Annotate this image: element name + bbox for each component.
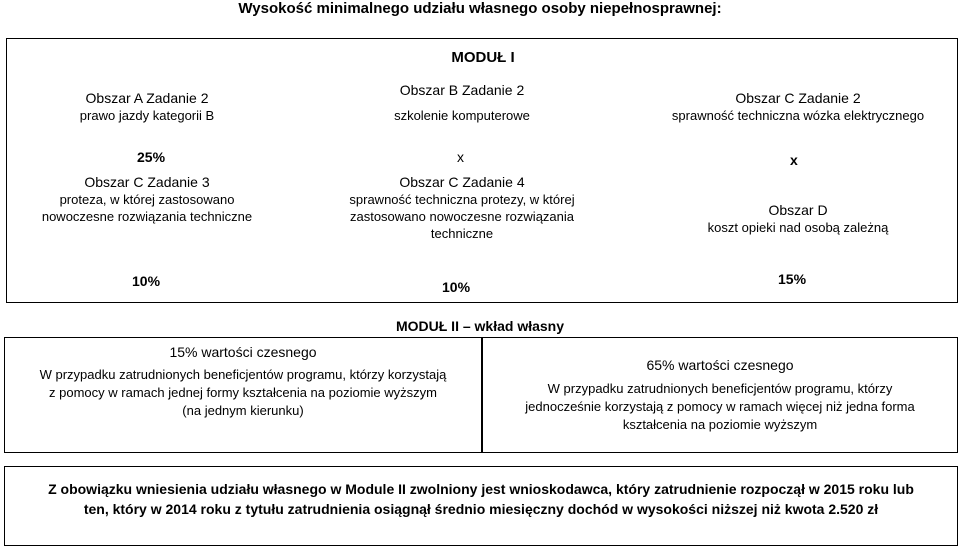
text-line: (na jednym kierunku) [182, 403, 304, 418]
cell-obszar-c-zad3 [7, 173, 287, 225]
module2-right-text [483, 380, 957, 434]
module2-left-text [5, 366, 481, 420]
cell-obszar-b-zad2 [297, 81, 627, 124]
text-line: W przypadku zatrudnionych beneficjentów programu, którzy korzystają [39, 367, 447, 382]
cell-subtitle: sprawność techniczna wózka elektrycznego [671, 108, 925, 123]
cell-title: Obszar D [768, 202, 828, 218]
cell-title: Obszar C Zadanie 3 [84, 174, 210, 190]
module2-left-pct: 15% wartości czesnego [169, 344, 317, 360]
cell-title: Obszar B Zadanie 2 [399, 82, 525, 98]
cell-subtitle: techniczne [430, 226, 494, 241]
text-line: jednocześnie korzystają z pomocy w ramach więcej niż jedna forma [525, 399, 915, 414]
cell-obszar-a-zad2 [7, 89, 287, 124]
text-line: kształcenia na poziomie wyższym [622, 417, 818, 432]
value-obszar-b: x [457, 149, 464, 165]
cell-subtitle: proteza, w której zastosowano [59, 192, 235, 207]
value-obszar-c-zad3: 10% [132, 273, 161, 289]
note-line-2: ten, który w 2014 roku z tytułu zatrudnienia osiągnął średnio miesięczny dochód w wysokości niższej niż kwota 2.520 zł [83, 501, 879, 517]
value-obszar-d: 15% [778, 271, 807, 287]
cell-obszar-d [637, 201, 959, 236]
text-line: W przypadku zatrudnionych beneficjentów programu, którzy [547, 381, 893, 396]
module2-right-pct: 65% wartości czesnego [646, 357, 794, 373]
cell-obszar-c-zad4 [297, 173, 627, 242]
cell-title: Obszar C Zadanie 2 [735, 90, 861, 106]
value-obszar-c-zad2: x [790, 152, 798, 168]
cell-title: Obszar A Zadanie 2 [85, 90, 209, 106]
exemption-note [4, 466, 958, 546]
text-line: z pomocy w ramach jednej formy kształcenia na poziomie wyższym [49, 385, 437, 400]
cell-subtitle: szkolenie komputerowe [394, 108, 530, 123]
module2-left-cell [4, 337, 482, 453]
value-obszar-a: 25% [137, 149, 166, 165]
note-line-1: Z obowiązku wniesienia udziału własnego w Module II zwolniony jest wnioskodawca, który zatrudnienie rozpoczął w 2015 roku lub [48, 481, 914, 497]
module2-right-cell [482, 337, 958, 453]
module2-title: MODUŁ II – wkład własny [395, 318, 565, 334]
cell-obszar-c-zad2 [637, 89, 959, 124]
module1-title: MODUŁ I [451, 49, 515, 66]
cell-subtitle: nowoczesne rozwiązania techniczne [41, 209, 253, 224]
cell-title: Obszar C Zadanie 4 [399, 174, 525, 190]
cell-subtitle: zastosowano nowoczesne rozwiązania [349, 209, 574, 224]
value-obszar-c-zad4: 10% [442, 279, 471, 295]
module1-table [6, 38, 958, 303]
cell-subtitle: prawo jazdy kategorii B [79, 108, 215, 123]
page-heading: Wysokość minimalnego udziału własnego osoby niepełnosprawnej: [238, 0, 722, 17]
cell-subtitle: koszt opieki nad osobą zależną [707, 220, 889, 235]
cell-subtitle: sprawność techniczna protezy, w której [349, 192, 575, 207]
